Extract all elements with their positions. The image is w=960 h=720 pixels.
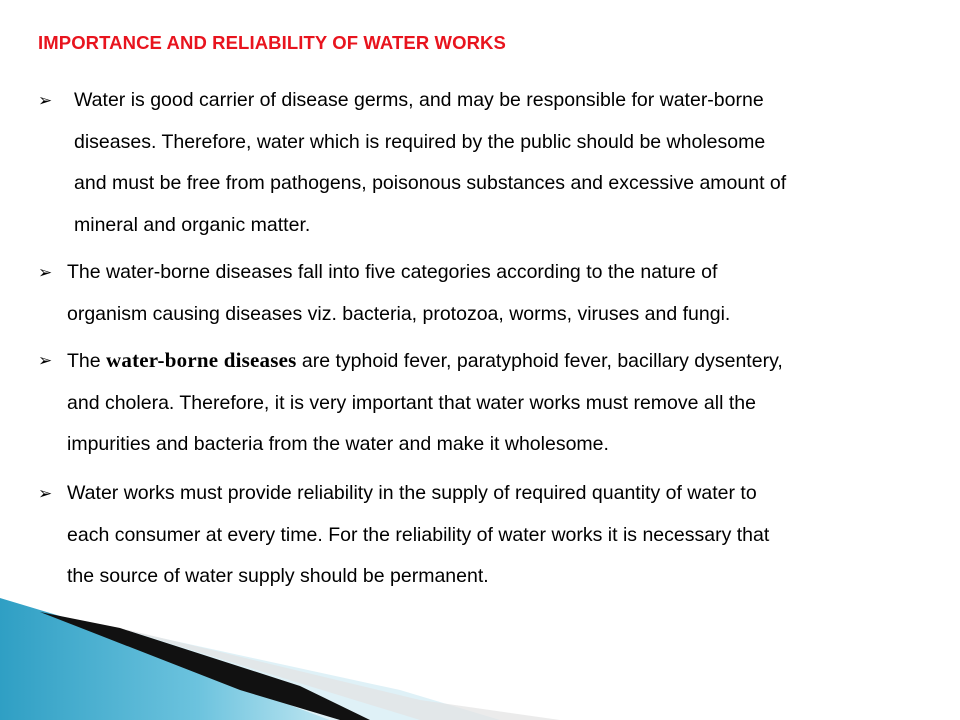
bullet-text bbox=[74, 80, 954, 246]
bullet-line: impurities and bacteria from the water and make it wholesome. bbox=[67, 433, 609, 455]
bullet-line bbox=[67, 340, 957, 383]
emphasized-term: water-borne diseases bbox=[106, 348, 297, 372]
bullet-arrow-icon: ➢ bbox=[38, 351, 53, 370]
bullet-line: and must be free from pathogens, poisonous substances and excessive amount of bbox=[74, 172, 787, 194]
bullet-line: diseases. Therefore, water which is required by the public should be wholesome bbox=[74, 130, 766, 153]
bullet-arrow-icon: ➢ bbox=[38, 263, 53, 282]
bullet-arrow-icon: ➢ bbox=[38, 484, 53, 503]
bullet-arrow-icon: ➢ bbox=[38, 91, 53, 110]
bullet-line: Water works must provide reliability in the supply of required quantity of water to bbox=[67, 482, 757, 504]
bullet-text bbox=[67, 340, 957, 466]
bullet-line: The water-borne diseases fall into five categories according to the nature of bbox=[67, 261, 718, 283]
bullet-line-prefix: The bbox=[67, 350, 107, 372]
bullet-line: organism causing diseases viz. bacteria, protozoa, worms, viruses and fungi. bbox=[67, 302, 731, 325]
bullet-line: and cholera. Therefore, it is very important that water works must remove all the bbox=[67, 391, 756, 414]
bullet-text bbox=[67, 252, 957, 335]
slide-title: IMPORTANCE AND RELIABILITY OF WATER WORKS bbox=[38, 32, 506, 53]
bullet-line: each consumer at every time. For the reliability of water works it is necessary that bbox=[67, 523, 770, 546]
bullet-line: mineral and organic matter. bbox=[74, 213, 311, 236]
bullet-line: the source of water supply should be permanent. bbox=[67, 565, 489, 587]
bullet-line: Water is good carrier of disease germs, and may be responsible for water-borne bbox=[74, 89, 764, 111]
bullet-text bbox=[67, 473, 957, 598]
bullet-line-suffix: are typhoid fever, paratyphoid fever, bacillary dysentery, bbox=[296, 350, 783, 372]
